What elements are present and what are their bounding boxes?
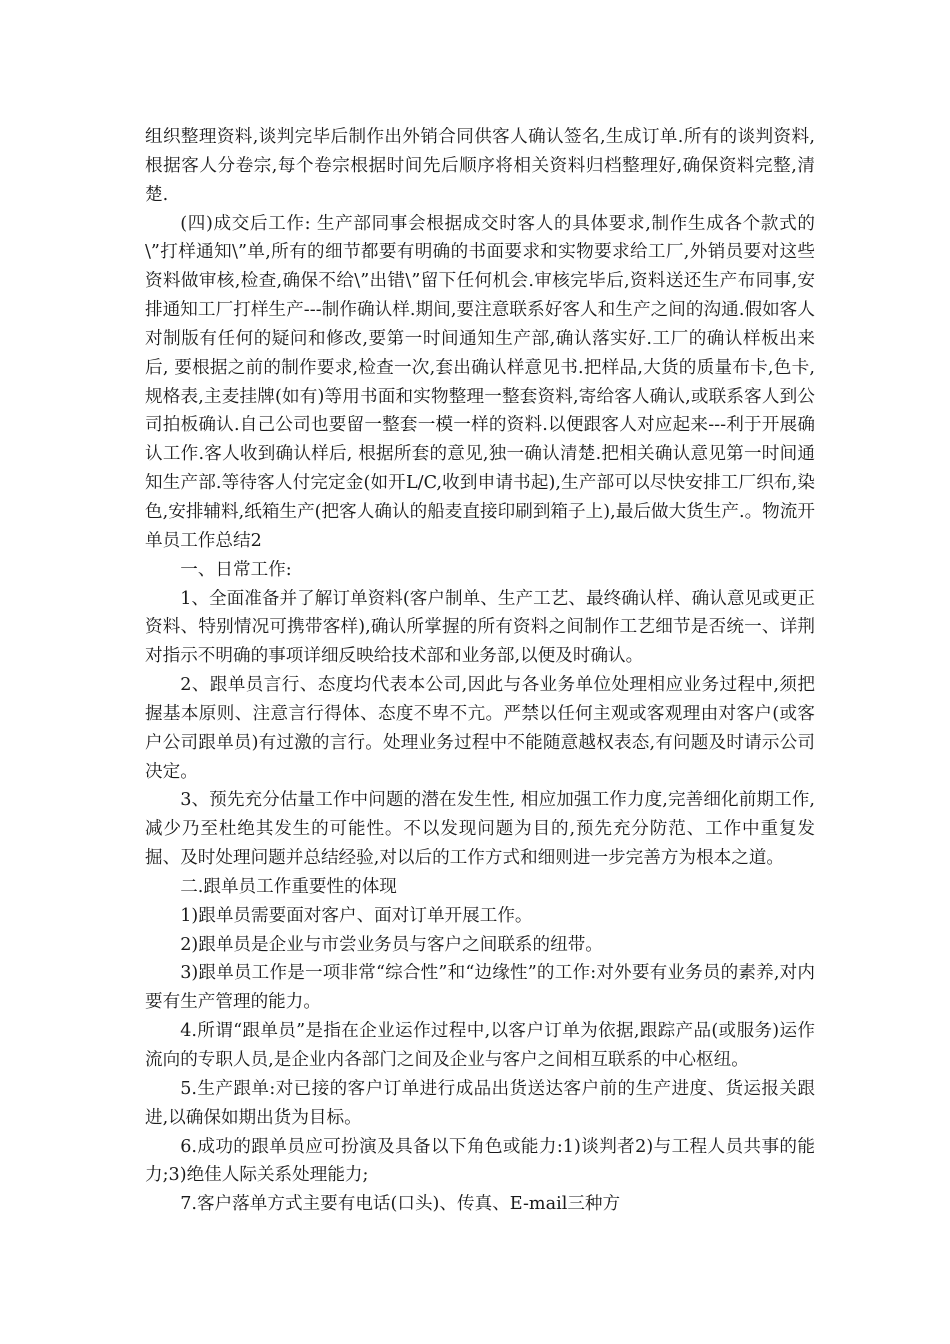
list-item: 6.成功的跟单员应可扮演及具备以下角色或能力:1)谈判者2)与工程人员共事的能力;3)绝佳人际关系处理能力; xyxy=(145,1136,815,1186)
section-heading: 一、日常工作: xyxy=(180,559,292,580)
paragraph: 组织整理资料,谈判完毕后制作出外销合同供客人确认签名,生成订单.所有的谈判资料, 根据客人分卷宗,每个卷宗根据时间先后顺序将相关资料归档整理好,确保资料完整,清楚. xyxy=(145,127,815,205)
paragraph: 3、预先充分估量工作中问题的潜在发生性, 相应加强工作力度,完善细化前期工作,减少乃至杜绝其发生的可能性。不以发现问题为目的,预先充分防范、工作中重复发掘、及时处理问题并总结经验,对以后的工作方式和细则进一步完善方为根本之道。 xyxy=(145,790,815,869)
paragraph: (四)成交后工作: 生产部同事会根据成交时客人的具体要求,制作生成各个款式的\”打样通知\”单,所有的细节都要有明确的书面要求和实物要求给工厂,外销员要对这些资料做审核,检查,确保不给\”出错\”留下任何机会.审核完毕后,资料送还生产布同事,安排通知工厂打样生产---制作确认样.期间,要注意联系好客人和生产之间的沟通.假如客人对制版有任何的疑问和修改,要第一时间通知生产部,确认落实好.工厂的确认样板出来后, 要根据之前的制作要求,检查一次,套出确认样意见书.把样品,大货的质量布卡,色卡,规格表,主麦挂牌(如有)等用书面和实物整理一整套资料,寄给客人确认,或联系客人到公司拍板确认.自己公司也要留一整套一模一样的资料.以便跟客人对应起来---利于开展确认工作.客人收到确认样后, 根据所套的意见,独一确认清楚.把相关确认意见第一时间通知生产部.等待客人付完定金(如开L/C,收到申请书起),生产部可以尽快安排工厂织布,染色,安排辅料,纸箱生产(把客人确认的船麦直接印刷到箱子上),最后做大货生产.。物流开单员工作总结2 xyxy=(145,213,815,551)
section-heading: 二.跟单员工作重要性的体现 xyxy=(180,876,397,897)
list-item: 3)跟单员工作是一项非常“综合性”和“边缘性”的工作:对外要有业务员的素养,对内要有生产管理的能力。 xyxy=(145,963,815,1013)
paragraph: 1、全面准备并了解订单资料(客户制单、生产工艺、最终确认样、确认意见或更正资料、特别情况可携带客样),确认所掌握的所有资料之间制作工艺细节是否统一、详荆对指示不明确的事项详细反映给技术部和业务部,以便及时确认。 xyxy=(145,588,815,667)
list-item: 7.客户落单方式主要有电话(口头)、传真、E-mail三种方 xyxy=(180,1194,621,1215)
list-item: 4.所谓“跟单员”是指在企业运作过程中,以客户订单为依据,跟踪产品(或服务)运作流向的专职人员,是企业内各部门之间及企业与客户之间相互联系的中心枢纽。 xyxy=(145,1021,815,1070)
document-body xyxy=(145,123,815,1219)
list-item: 5.生产跟单:对已接的客户订单进行成品出货送达客户前的生产进度、货运报关跟进,以确保如期出货为目标。 xyxy=(145,1078,815,1128)
list-item: 1)跟单员需要面对客户、面对订单开展工作。 xyxy=(180,905,533,926)
list-item: 2)跟单员是企业与市尝业务员与客户之间联系的纽带。 xyxy=(180,934,603,955)
paragraph: 2、跟单员言行、态度均代表本公司,因此与各业务单位处理相应业务过程中,须把握基本原则、注意言行得体、态度不卑不亢。严禁以任何主观或客观理由对客户(或客户公司跟单员)有过激的言行。处理业务过程中不能随意越权表态,有问题及时请示公司决定。 xyxy=(145,675,815,782)
